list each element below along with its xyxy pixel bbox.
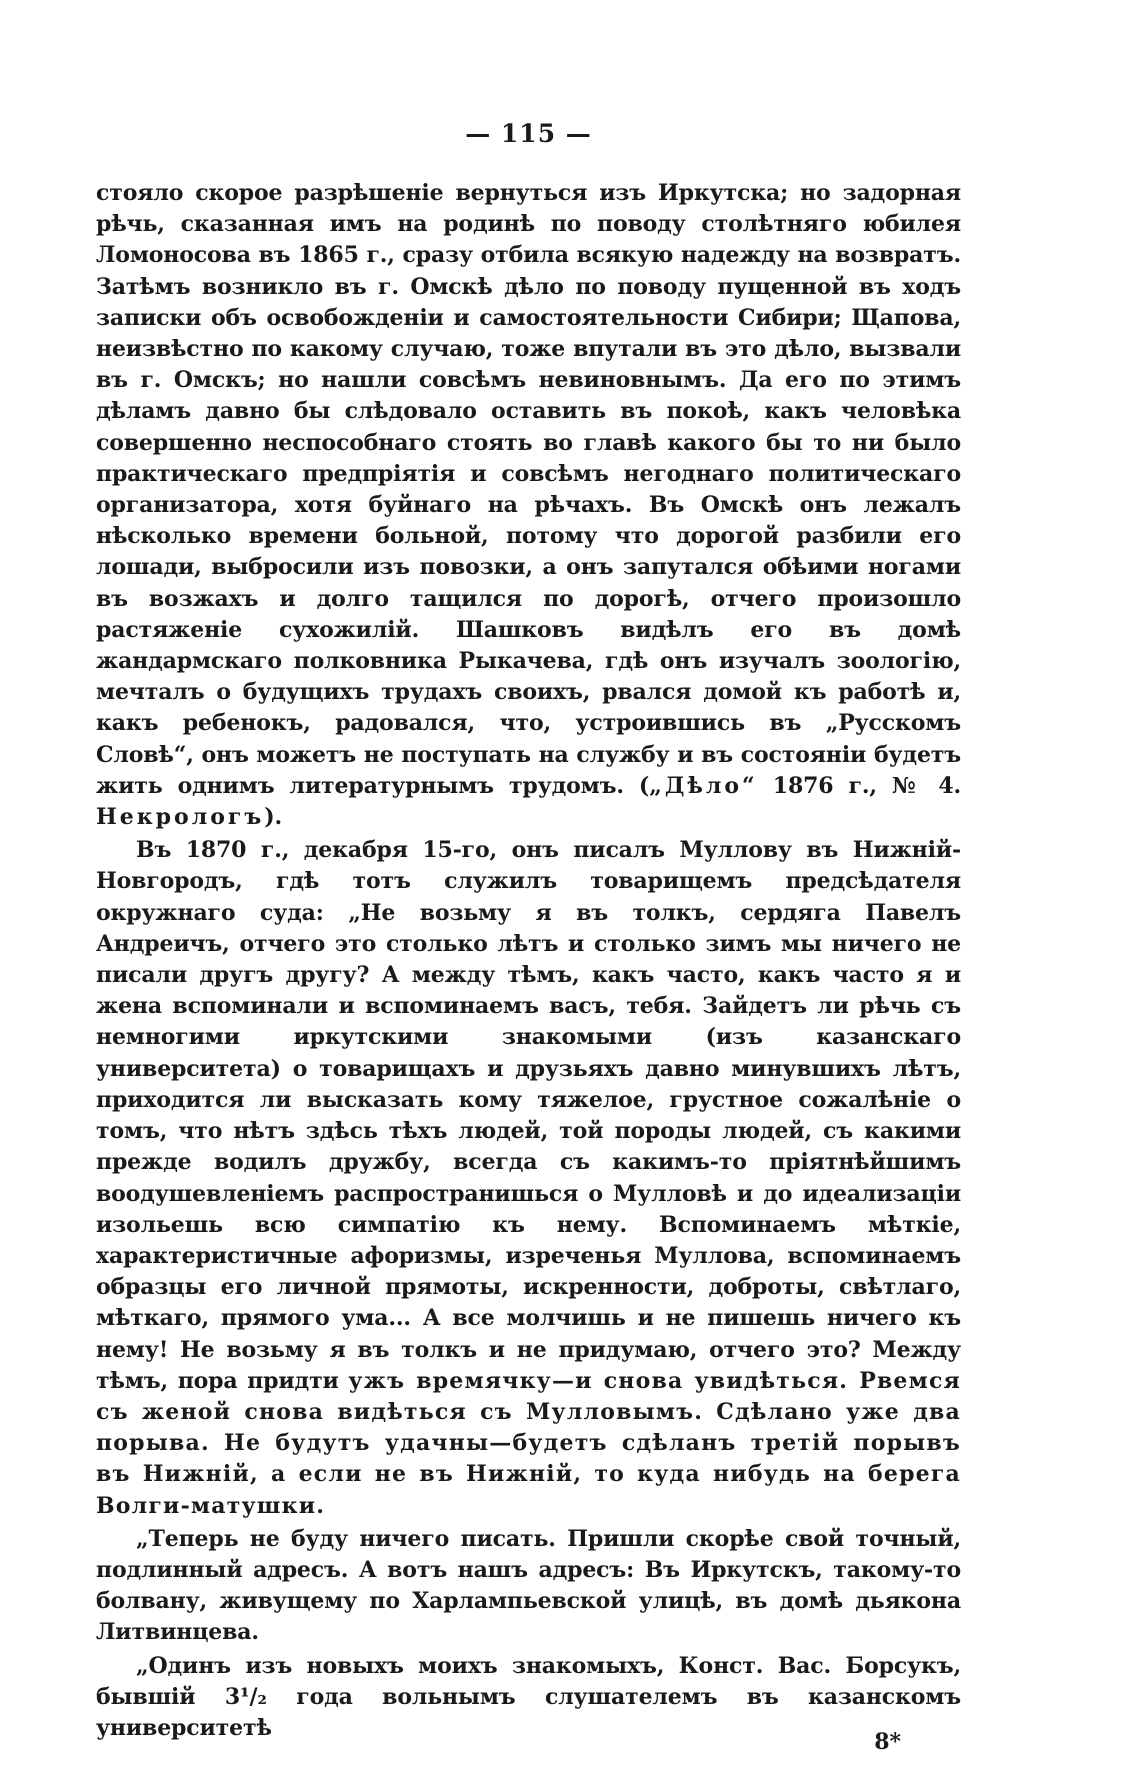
paragraph-2 [96,835,961,1521]
paragraph-2-text: Въ 1870 г., декабря 15-го, онъ писалъ Муллову въ Нижній-Новгородъ, гдѣ тотъ служилъ товарищемъ предсѣдателя окружнаго суда: „Не возьму я въ толкъ, сердяга Павелъ Андреичъ, отчего это столько лѣтъ и столько зимъ мы ничего не писали другъ другу? А между тѣмъ, какъ часто, какъ часто я и жена вспоминали и вспоминаемъ васъ, тебя. Зайдетъ ли рѣчь съ немногими иркутскими знакомыми (изъ казанскаго университета) о товарищахъ и друзьяхъ давно минувшихъ лѣтъ, приходится ли высказать кому тяжелое, грустное сожалѣніе о томъ, что нѣтъ здѣсь тѣхъ людей, той породы людей, съ какими прежде водилъ дружбу, всегда съ какимъ-то пріятнѣйшимъ воодушевленіемъ распространишься о Мулловѣ и до идеализаціи изольешь всю симпатію къ нему. Вспоминаемъ мѣткіе, характеристичные афоризмы, изреченья Муллова, вспоминаемъ образцы его личной прямоты, искренности, доброты, свѣтлаго, мѣткаго, прямого ума... А все молчишь и не пишешь ничего къ нему! Не возьму я въ толкъ и не придумаю, отчего это? Между тѣмъ, пора придти [96,837,961,1394]
citation-close: ). [264,804,283,831]
citation-title: Некрологъ [96,804,265,831]
citation-open: ( [638,772,650,799]
page-number: — 115 — [465,119,592,148]
book-page [96,118,961,1758]
paragraph-1-text: стояло скорое разрѣшеніе вернуться изъ Иркутска; но задорная рѣчь, сказанная имъ на родинѣ по поводу столѣтняго юбилея Ломоносова въ 1865 г., сразу отбила всякую надежду на возвратъ. Затѣмъ возникло въ г. Омскѣ дѣло по поводу пущенной въ ходъ записки объ освобожденіи и самостоятельности Сибири; Щапова, неизвѣстно по какому случаю, тоже впутали въ это дѣло, вызвали въ г. Омскъ; но нашли совсѣмъ невиновнымъ. Да его по этимъ дѣламъ давно бы слѣдовало оставить въ покоѣ, какъ человѣка совершенно неспособнаго стоять во главѣ какого бы то ни было практическаго предпріятія и совсѣмъ негоднаго политическаго организатора, хотя буйнаго на рѣчахъ. Въ Омскѣ онъ лежалъ нѣсколько времени больной, потому что дорогой разбили его лошади, выбросили изъ повозки, а онъ запутался обѣими ногами въ возжахъ и долго тащился по дорогѣ, отчего произошло растяженіе сухожилій. Шашковъ видѣлъ его въ домѣ жандармскаго полковника Рыкачева, гдѣ онъ изучалъ зоологію, мечталъ о будущихъ трудахъ своихъ, рвался домой къ работѣ и, какъ ребенокъ, радовался, что, устроившись въ „Русскомъ Словѣ“, онъ можетъ не поступать на службу и въ состояніи будетъ жить однимъ литературнымъ трудомъ. [96,180,961,799]
body-text [96,178,961,1744]
spaced-passage: ужъ времячку—и снова увидѣться. Рвемся съ женой снова видѣться съ Мулловымъ. Сдѣлано уже два порыва. Не будутъ удачны—будетъ сдѣланъ третій порывъ въ Нижній, а если не въ Нижній, то куда нибудь на берега Волги-матушки. [96,1367,961,1519]
citation-rest: 1876 г., № 4. [757,772,961,799]
signature-mark: 8* [874,1729,901,1755]
paragraph-1 [96,178,961,833]
citation-source: „Дѣло“ [649,772,758,799]
paragraph-3: „Теперь не буду ничего писать. Пришли скорѣе свой точный, подлинный адресъ. А вотъ нашъ адресъ: Въ Иркутскъ, такому-то болвану, живущему по Харлампьевской улицѣ, въ домѣ дьякона Литвинцева. [96,1525,961,1646]
paragraph-4: „Одинъ изъ новыхъ моихъ знакомыхъ, Конст. Вас. Борсукъ, бывшій 3¹/₂ года вольнымъ слушателемъ въ казанскомъ университетѣ [96,1652,961,1741]
